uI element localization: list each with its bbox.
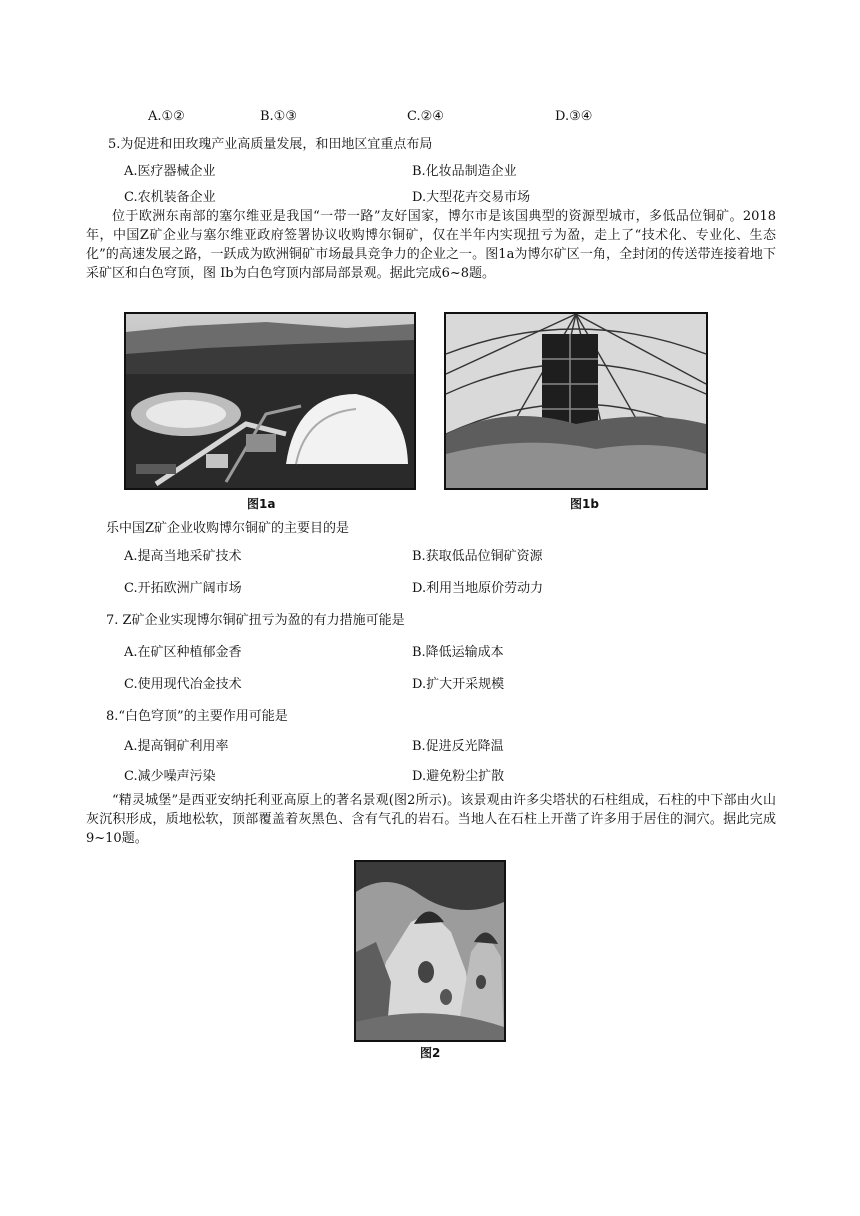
q6-stem: 乐中国Z矿企业收购博尔铜矿的主要目的是: [106, 521, 350, 536]
q8-option-b: B.促进反光降温: [412, 739, 504, 754]
q5-option-d: D.大型花卉交易市场: [412, 190, 531, 205]
q6-option-d: D.利用当地原价劳动力: [412, 581, 544, 596]
q4-option-d: D.③④: [555, 109, 593, 124]
q7-option-b: B.降低运输成本: [412, 645, 504, 660]
q5-option-c: C.农机装备企业: [124, 190, 216, 205]
figure-1b-caption: 图1b: [570, 497, 599, 511]
q7-option-c: C.使用现代冶金技术: [124, 677, 242, 692]
q4-option-c: C.②④: [407, 109, 444, 124]
q6-option-a: A.提高当地采矿技术: [124, 549, 242, 564]
q5-stem: 5.为促进和田玫瑰产业高质量发展，和田地区宜重点布局: [108, 137, 433, 152]
q8-option-c: C.减少噪声污染: [124, 769, 216, 784]
q7-option-d: D.扩大开采规模: [412, 677, 505, 692]
figure-1a-photo: [124, 312, 416, 490]
figure-1a-caption: 图1a: [247, 497, 276, 511]
q5-option-b: B.化妆品制造企业: [412, 164, 517, 179]
q5-option-a: A.医疗器械企业: [124, 164, 216, 179]
q7-option-a: A.在矿区种植郁金香: [124, 645, 242, 660]
q4-option-b: B.①③: [260, 109, 297, 124]
q8-option-d: D.避免粉尘扩散: [412, 769, 505, 784]
q8-option-a: A.提高铜矿利用率: [124, 739, 229, 754]
figure-1b-photo: [444, 312, 708, 490]
figure-2-photo: [354, 860, 506, 1042]
q4-option-a: A.①②: [148, 109, 185, 124]
passage-bor-copper-mine: 位于欧洲东南部的塞尔维亚是我国“一带一路”友好国家，博尔市是该国典型的资源型城市，多低品位铜矿。2018年，中国Z矿企业与塞尔维亚政府签署协议收购博尔铜矿，仅在半年内实现扭亏为盈，走上了“技术化、专业化、生态化”的高速发展之路，一跃成为欧洲铜矿市场最具竞争力的企业之一。图1a为博尔矿区一角，全封闭的传送带连接着地下采矿区和白色穹顶，图 Ib为白色穹顶内部局部景观。据此完成6~8题。: [86, 209, 776, 281]
q7-stem: 7. Z矿企业实现博尔铜矿扭亏为盈的有力措施可能是: [106, 613, 405, 628]
q8-stem: 8.“白色穹顶”的主要作用可能是: [106, 709, 288, 724]
q6-option-b: B.获取低品位铜矿资源: [412, 549, 543, 564]
q6-option-c: C.开拓欧洲广阔市场: [124, 581, 242, 596]
figure-2-caption: 图2: [420, 1046, 441, 1060]
passage-fairy-chimneys: “精灵城堡”是西亚安纳托利亚高原上的著名景观(图2所示)。该景观由许多尖塔状的石柱组成，石柱的中下部由火山灰沉积形成，质地松软，顶部覆盖着灰黑色、含有气孔的岩石。当地人在石柱上开凿了许多用于居住的洞穴。据此完成9~10题。: [86, 793, 776, 846]
